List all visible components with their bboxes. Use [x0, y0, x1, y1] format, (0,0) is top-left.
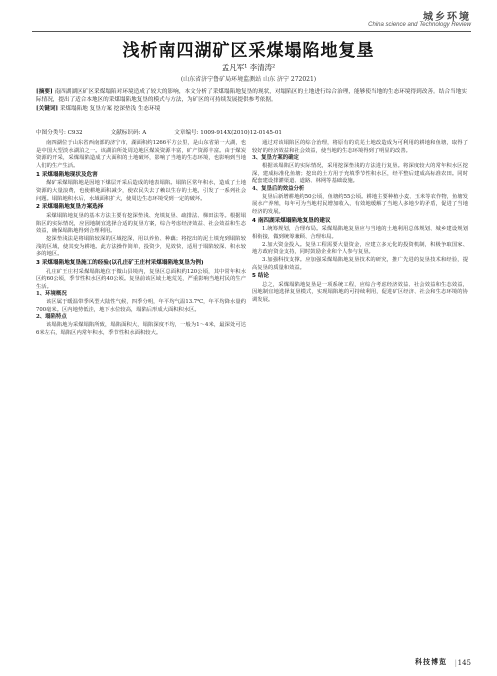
article-number: 文章编号: 1009-914X(2010)12-0145-01 — [174, 130, 282, 136]
section-heading: 4 南四湖采煤塌陷地复垦的建议 — [252, 217, 331, 224]
page-number: 145 — [457, 659, 471, 667]
footer-separator: | — [454, 659, 457, 667]
abstract-block — [36, 88, 467, 113]
body-paragraph: 该塌陷地为采煤塌陷所致，塌陷面积大，塌陷深度不均，一般为1～4米，最深处可达6米左右，塌陷区内常年积水，季节性积水面积较大。 — [36, 322, 246, 336]
footer-journal-name: 科技博览 — [415, 657, 447, 666]
body-paragraph: 复垦后新增耕地约50公顷，鱼塘约55公顷。耕地主要种植小麦、玉米等农作物，鱼塘发展水产养殖，每年可为当地村民增加收入，有效地缓解了当地人多地少的矛盾，促进了当地经济的发展。 — [252, 193, 468, 215]
paper-affiliation: (山东省济宁鲁矿局环境监测站 山东 济宁 272021) — [180, 76, 317, 83]
document-code: 文献标识码: A — [110, 130, 147, 136]
header-journal-en: China science and Technology Review — [368, 22, 471, 28]
section-heading: 1 采煤塌陷地现状及危害 — [36, 171, 98, 178]
classification-number: 中图分类号: C932 — [36, 130, 83, 136]
subsection-heading: 4、复垦后的效益分析 — [252, 185, 305, 192]
keywords-text: 采煤塌陷地 复垦方案 挖深垫浅 生态环境 — [59, 105, 161, 112]
section-heading: 5 结论 — [252, 273, 270, 280]
body-paragraph: 煤矿采煤塌陷地是因地下煤层开采后造成的地表塌陷。塌陷区常年积水，造成了土地资源的大量浪费，也使耕地面积减少，使农民失去了赖以生存的土地，引发了一系列社会问题。塌陷地积水后，水域面积扩大，使周边生态环境受到一定的破坏。 — [36, 180, 246, 202]
abstract-label: [摘要] — [36, 89, 53, 95]
paper-authors: 孟凡军¹ 李清涛² — [221, 63, 276, 72]
body-paragraph: 2.加大资金投入。复垦工程需要大量资金，应建立多元化的投资机制，积极争取国家、地方政府资金支持，同时鼓励企业和个人参与复垦。 — [252, 241, 468, 256]
body-paragraph: 总之，采煤塌陷地复垦是一项系统工程，应综合考虑经济效益、社会效益和生态效益，因地制宜地选择复垦模式，实现塌陷地的可持续利用，促进矿区经济、社会和生态环境的协调发展。 — [252, 281, 468, 304]
subsection-heading: 3、复垦方案的确定 — [252, 155, 299, 162]
right-column — [252, 140, 468, 305]
body-paragraph: 3.加强科技支撑。应加强采煤塌陷地复垦技术的研究，推广先进的复垦技术和经验，提高复垦的质量和效益。 — [252, 256, 468, 271]
section-heading: 2 采煤塌陷地复垦方案选择 — [36, 204, 104, 211]
abstract-text: 南四湖湖区矿区采煤塌陷对环境造成了较大的影响，本文分析了采煤塌陷地复垦的现状，对塌陷区的土地进行综合治理，能够使当地的生态环境得到改善。结合当地实际情况，提出了适合本地区的采煤塌陷地复垦的模式与方法，为矿区的可持续发展提供参考依据。 — [36, 89, 467, 104]
subsection-heading: 1、环境概况 — [36, 291, 67, 298]
meta-row — [36, 128, 467, 136]
body-paragraph: 南四湖位于山东省西南部的济宁市，湖面积约1266平方公里，是山东省第一大湖，也是中国大型淡水湖泊之一。该湖泊所处周边地区煤炭资源丰富，矿产资源丰富。由于煤炭资源的开采，采煤塌陷造成了大面积的土地破坏，影响了当地的生态环境，也影响到当地人们的生产生活。 — [36, 140, 246, 169]
body-paragraph: 采煤塌陷地复垦的基本方法主要有挖深垫浅、充填复垦、疏排法、梯田法等。根据塌陷区的实际情况，应因地制宜选择合适的复垦方案，综合考虑经济效益、社会效益和生态效益，确保塌陷地得到合理利用。 — [36, 212, 246, 235]
paper-title: 浅析南四湖矿区采煤塌陷地复垦 — [122, 41, 375, 61]
body-paragraph: 孔庄矿王庄村采煤塌陷地位于微山县境内，复垦区总面积约120公顷，其中常年积水区约60公顷，季节性积水区约40公顷。复垦前该区域土地荒芜，严重影响当地村民的生产生活。 — [36, 268, 246, 290]
body-paragraph: 挖深垫浅法是将塌陷较深的区域挖深，用以养鱼、种藕；将挖出的泥土填充到塌陷较浅的区域，使其变为耕地。此方法操作简单，投资少，见效快，适用于塌陷较深、积水较多的地区。 — [36, 235, 246, 258]
left-column — [36, 140, 246, 337]
keywords-label: [关键词] — [36, 105, 59, 112]
body-paragraph: 1.统筹规划，合理布局。采煤塌陷地复垦应与当地的土地利用总体规划、城乡建设规划相衔接，做到统筹兼顾、合理布局。 — [252, 226, 468, 240]
body-paragraph: 通过对该塌陷区的综合治理，将原有的荒芜土地改造成为可利用的耕地和鱼塘，取得了较好的经济效益和社会效益，使当地的生态环境得到了明显的改善。 — [252, 140, 468, 154]
header-section-label: 城乡环境 — [423, 12, 471, 23]
body-paragraph: 该区属于暖温带季风型大陆性气候，四季分明，年平均气温13.7℃，年平均降水量约700毫米。区内地势低洼，地下水位较高，塌陷后形成大面积积水区。 — [36, 299, 246, 313]
body-paragraph: 根据该塌陷区的实际情况，采用挖深垫浅的方法进行复垦。将深度较大的常年积水区挖深，建成标准化鱼塘；挖出的土方用于充填季节性积水区，经平整后建成高标准农田。同时配套建设排灌渠道、道路、林网等基础设施。 — [252, 162, 468, 185]
section-heading: 3 采煤塌陷地复垦施工的经验(以孔庄矿王庄村采煤塌陷地复垦为例) — [36, 259, 204, 266]
subsection-heading: 2、塌陷特点 — [36, 314, 67, 321]
header-rule — [32, 31, 471, 32]
